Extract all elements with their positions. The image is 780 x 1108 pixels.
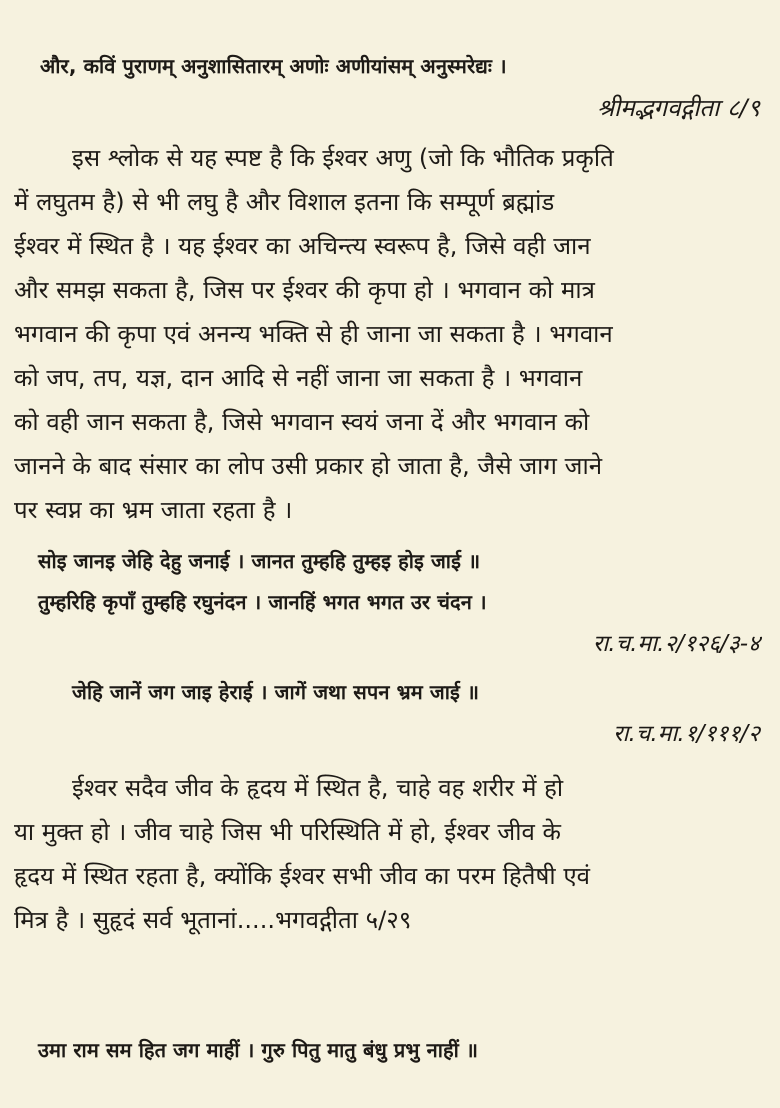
chaupai-reference: रा.च.मा.१/१११/२: [613, 721, 760, 747]
paragraph-line: भगवान की कृपा एवं अनन्य भक्ति से ही जाना जा सकता है । भगवान: [14, 320, 613, 348]
paragraph-line: जानने के बाद संसार का लोप उसी प्रकार हो जाता है, जैसे जाग जाने: [14, 452, 603, 480]
chaupai-line: जेहि जानें जग जाइ हेराई । जागें जथा सपन भ्रम जाई ॥: [72, 680, 480, 704]
paragraph-line: इस श्लोक से यह स्पष्ट है कि ईश्वर अणु (जो कि भौतिक प्रकृति: [72, 144, 614, 172]
chaupai-line: सोइ जानइ जेहि देहु जनाई । जानत तुम्हहि तुम्हइ होइ जाई ॥: [38, 549, 481, 573]
paragraph-line: में लघुतम है) से भी लघु है और विशाल इतना कि सम्पूर्ण ब्रह्मांड: [14, 188, 555, 216]
paragraph-line: ईश्वर सदैव जीव के हृदय में स्थित है, चाहे वह शरीर में हो: [72, 774, 564, 802]
paragraph-line: मित्र है । सुहृदं सर्व भूतानां.....भगवद्गीता ५/२९: [14, 906, 412, 934]
chaupai-reference: रा.च.मा.२/१२६/३-४: [592, 631, 760, 657]
paragraph-line: ईश्वर में स्थित है । यह ईश्वर का अचिन्त्य स्वरूप है, जिसे वही जान: [14, 232, 591, 260]
paragraph-line: को वही जान सकता है, जिसे भगवान स्वयं जना दें और भगवान को: [14, 408, 590, 436]
paragraph-line: या मुक्त हो । जीव चाहे जिस भी परिस्थिति में हो, ईश्वर जीव के: [14, 818, 562, 846]
paragraph-line: हृदय में स्थित रहता है, क्योंकि ईश्वर सभी जीव का परम हितैषी एवं: [14, 862, 591, 890]
paragraph-line: पर स्वप्न का भ्रम जाता रहता है ।: [14, 496, 293, 524]
paragraph-line: को जप, तप, यज्ञ, दान आदि से नहीं जाना जा सकता है । भगवान: [14, 364, 583, 392]
chaupai-line: तुम्हरिहि कृपाँ तुम्हहि रघुनंदन । जानहिं भगत भगत उर चंदन ।: [38, 590, 487, 614]
chaupai-line: उमा राम सम हित जग माहीं । गुरु पितु मातु बंधु प्रभु नाहीं ॥: [38, 1038, 479, 1062]
gita-verse-line: और, कविं पुराणम् अनुशासितारम् अणोः अणीयांसम् अनुस्मरेद्यः ।: [40, 54, 507, 78]
gita-verse-reference: श्रीमद्भगवद्गीता ८/९: [597, 94, 760, 122]
paragraph-line: और समझ सकता है, जिस पर ईश्वर की कृपा हो । भगवान को मात्र: [14, 276, 595, 304]
